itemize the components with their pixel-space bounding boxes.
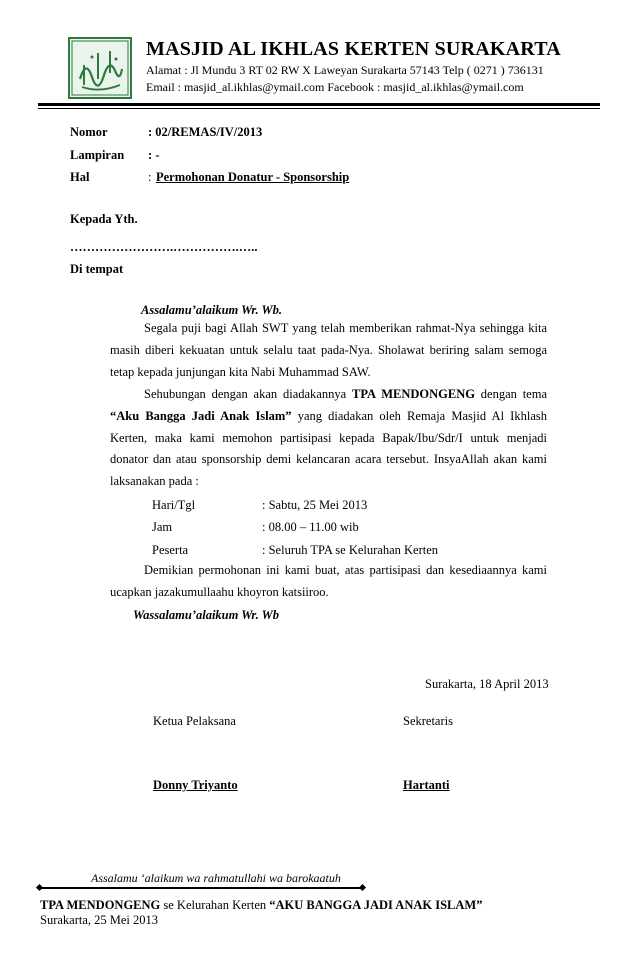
name-sekretaris: Hartanti [403, 778, 450, 792]
opening-salam: Assalamu’alaikum Wr. Wb. [141, 303, 283, 317]
role-sekretaris: Sekretaris [403, 714, 453, 728]
detail-value-jam: : 08.00 – 11.00 wib [262, 520, 359, 534]
lampiran-value: : - [148, 148, 160, 162]
detail-label-peserta: Peserta [152, 543, 189, 557]
mosque-calligraphy-logo [68, 37, 132, 99]
paragraph-3-text: Demikian permohonan ini kami buat, atas partisipasi dan kesediaannya kami ucapkan jazakumullaahu khoyron katsiiroo. [110, 563, 547, 599]
org-contact: Email : masjid_al.ikhlas@ymail.com Facebook : masjid_al.ikhlas@ymail.com [146, 80, 524, 94]
closing-salam: Wassalamu’alaikum Wr. Wb [133, 608, 279, 622]
paragraph-2 [110, 384, 547, 493]
footer-mid: se Kelurahan Kerten [160, 898, 270, 912]
nomor-label: Nomor [70, 125, 108, 139]
detail-label-hari: Hari/Tgl [152, 498, 196, 512]
role-ketua: Ketua Pelaksana [153, 714, 236, 728]
detail-value-peserta: : Seluruh TPA se Kelurahan Kerten [262, 543, 439, 557]
recipient-tempat: Di tempat [70, 262, 124, 276]
footer-greeting: Assalamu ‘alaikum wa rahmatullahi wa barokaatuh [91, 871, 341, 885]
footer-line [40, 887, 362, 889]
sign-place-date: Surakarta, 18 April 2013 [425, 677, 549, 691]
footer-event: TPA MENDONGENG [40, 898, 161, 912]
name-ketua: Donny Triyanto [153, 778, 238, 792]
p2-a: Sehubungan dengan akan diadakannya [144, 387, 352, 401]
footer-event-line [40, 898, 482, 913]
hal-label: Hal [70, 170, 90, 184]
header-rule-thick [38, 103, 600, 106]
p2-theme: “Aku Bangga Jadi Anak Islam” [110, 408, 292, 423]
org-address: Alamat : Jl Mundu 3 RT 02 RW X Laweyan Surakarta 57143 Telp ( 0271 ) 736131 [146, 63, 544, 77]
lampiran-label: Lampiran [70, 148, 125, 162]
hal-value: Permohonan Donatur - Sponsorship [156, 170, 350, 184]
footer-place-date: Surakarta, 25 Mei 2013 [40, 913, 159, 927]
footer-line-dot-right [359, 884, 366, 891]
recipient-kepada: Kepada Yth. [70, 212, 138, 226]
org-name: MASJID AL IKHLAS KERTEN SURAKARTA [146, 38, 561, 60]
nomor-value: : 02/REMAS/IV/2013 [148, 125, 263, 139]
footer-theme: “AKU BANGGA JADI ANAK ISLAM” [269, 898, 483, 912]
detail-value-hari: : Sabtu, 25 Mei 2013 [262, 498, 368, 512]
paragraph-1 [110, 318, 547, 383]
hal-colon: : [148, 170, 152, 184]
paragraph-1-text: Segala puji bagi Allah SWT yang telah memberikan rahmat-Nya sehingga kita masih diberi kekuatan untuk selalu taat pada-Nya. Sholawat beriring salam semoga tetap kepada junjungan kita Nabi Muhammad SAW. [110, 321, 547, 379]
detail-label-jam: Jam [152, 520, 173, 534]
p2-b: dengan tema [474, 387, 548, 401]
p2-c: yang diadakan oleh Remaja Masjid Al Ikhlash Kerten, maka kami memohon partisipasi kepada Bapak/Ibu/Sdr/I untuk menjadi donator dan atau sponsorship demi kelancaran acara tersebut. InsyaAllah akan kami laksanakan pada : [110, 408, 547, 489]
header-rule-thin [38, 108, 600, 109]
p2-event: TPA MENDONGENG [351, 387, 475, 401]
paragraph-3 [110, 560, 547, 604]
recipient-dots: …………………….…………….….. [70, 240, 258, 254]
